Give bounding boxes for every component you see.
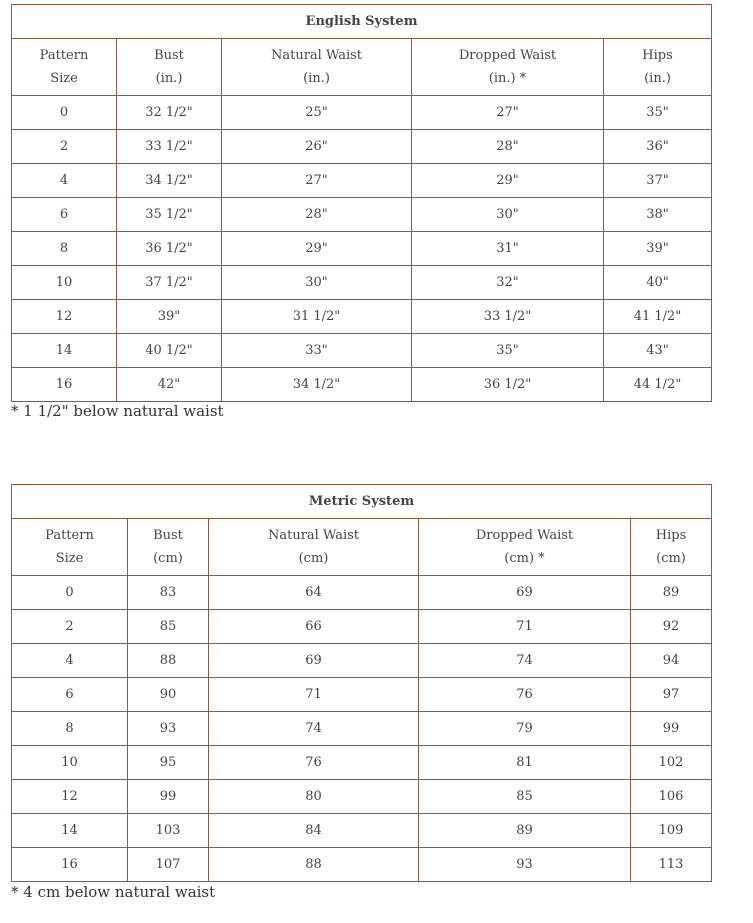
table-row [12,848,712,882]
cell-hips: 37" [604,164,712,198]
header-line: (in.) [644,71,671,86]
cell-bust: 99 [128,780,209,814]
cell-natural-waist: 66 [209,610,419,644]
cell-bust: 85 [128,610,209,644]
metric-table-title: Metric System [12,485,712,519]
header-line: Dropped Waist [458,48,557,63]
cell-natural-waist: 25" [222,96,412,130]
cell-pattern-size: 16 [12,848,128,882]
cell-bust: 93 [128,712,209,746]
cell-bust: 35 1/2" [117,198,222,232]
cell-dropped-waist: 89 [419,814,631,848]
cell-natural-waist: 74 [209,712,419,746]
table-row [12,610,712,644]
metric-size-table [11,484,712,882]
table-row [12,814,712,848]
cell-pattern-size: 10 [12,266,117,300]
header-dropped-waist [412,39,604,96]
header-line: Natural Waist [267,528,359,543]
table-row [12,198,712,232]
table-row [12,712,712,746]
cell-pattern-size: 8 [12,712,128,746]
cell-dropped-waist: 33 1/2" [412,300,604,334]
cell-bust: 33 1/2" [117,130,222,164]
cell-bust: 83 [128,576,209,610]
cell-natural-waist: 84 [209,814,419,848]
cell-dropped-waist: 85 [419,780,631,814]
table-row [12,130,712,164]
cell-pattern-size: 2 [12,130,117,164]
header-line: (in.) [303,71,330,86]
cell-hips: 109 [631,814,712,848]
cell-dropped-waist: 29" [412,164,604,198]
cell-hips: 38" [604,198,712,232]
cell-dropped-waist: 93 [419,848,631,882]
header-line: (cm) [656,551,686,566]
cell-bust: 90 [128,678,209,712]
cell-dropped-waist: 69 [419,576,631,610]
cell-dropped-waist: 32" [412,266,604,300]
cell-natural-waist: 27" [222,164,412,198]
table-row [12,368,712,402]
cell-dropped-waist: 31" [412,232,604,266]
table-row [12,96,712,130]
english-table-body [12,5,712,402]
cell-pattern-size: 6 [12,198,117,232]
cell-pattern-size: 0 [12,96,117,130]
header-line: Pattern [39,48,89,63]
table-row [12,746,712,780]
cell-natural-waist: 28" [222,198,412,232]
cell-dropped-waist: 35" [412,334,604,368]
table-row [12,164,712,198]
header-bust [128,519,209,576]
english-table-title: English System [12,5,712,39]
cell-hips: 41 1/2" [604,300,712,334]
metric-table-body [12,485,712,882]
header-line: (in.) * [488,71,527,86]
cell-hips: 43" [604,334,712,368]
cell-bust: 39" [117,300,222,334]
cell-hips: 113 [631,848,712,882]
header-line: Bust [153,528,183,543]
cell-hips: 92 [631,610,712,644]
cell-pattern-size: 10 [12,746,128,780]
header-natural-waist [209,519,419,576]
cell-hips: 35" [604,96,712,130]
header-line: Dropped Waist [475,528,574,543]
cell-bust: 34 1/2" [117,164,222,198]
cell-pattern-size: 14 [12,814,128,848]
table-row [12,576,712,610]
header-hips [604,39,712,96]
cell-natural-waist: 80 [209,780,419,814]
cell-pattern-size: 4 [12,164,117,198]
cell-natural-waist: 71 [209,678,419,712]
cell-bust: 37 1/2" [117,266,222,300]
cell-bust: 36 1/2" [117,232,222,266]
cell-hips: 94 [631,644,712,678]
cell-dropped-waist: 76 [419,678,631,712]
header-natural-waist [222,39,412,96]
cell-hips: 40" [604,266,712,300]
header-line: Bust [154,48,184,63]
cell-hips: 44 1/2" [604,368,712,402]
header-line: Size [55,551,84,566]
cell-hips: 99 [631,712,712,746]
table-row [12,334,712,368]
cell-hips: 97 [631,678,712,712]
header-line: Pattern [45,528,94,543]
cell-dropped-waist: 28" [412,130,604,164]
english-title-row [12,5,712,39]
table-row [12,644,712,678]
cell-hips: 106 [631,780,712,814]
english-footnote: * 1 1/2" below natural waist [11,402,224,420]
table-row [12,232,712,266]
cell-pattern-size: 4 [12,644,128,678]
table-row [12,266,712,300]
header-pattern-size [12,39,117,96]
table-row [12,300,712,334]
cell-pattern-size: 0 [12,576,128,610]
cell-dropped-waist: 79 [419,712,631,746]
header-dropped-waist [419,519,631,576]
header-line: (cm) * [504,551,545,566]
header-line: (cm) [298,551,329,566]
cell-natural-waist: 29" [222,232,412,266]
cell-natural-waist: 30" [222,266,412,300]
cell-bust: 103 [128,814,209,848]
metric-footnote: * 4 cm below natural waist [11,883,216,901]
cell-natural-waist: 76 [209,746,419,780]
header-pattern-size [12,519,128,576]
cell-natural-waist: 33" [222,334,412,368]
cell-natural-waist: 31 1/2" [222,300,412,334]
metric-header-row [12,519,712,576]
header-hips [631,519,712,576]
cell-bust: 107 [128,848,209,882]
cell-dropped-waist: 81 [419,746,631,780]
header-line: (cm) [153,551,183,566]
cell-natural-waist: 64 [209,576,419,610]
cell-natural-waist: 88 [209,848,419,882]
header-line: Natural Waist [270,48,362,63]
table-row [12,780,712,814]
cell-bust: 42" [117,368,222,402]
cell-hips: 89 [631,576,712,610]
cell-bust: 95 [128,746,209,780]
header-line: Size [50,71,78,86]
cell-pattern-size: 8 [12,232,117,266]
cell-pattern-size: 6 [12,678,128,712]
english-size-table [11,4,712,402]
cell-dropped-waist: 36 1/2" [412,368,604,402]
cell-natural-waist: 26" [222,130,412,164]
header-bust [117,39,222,96]
cell-dropped-waist: 71 [419,610,631,644]
cell-natural-waist: 69 [209,644,419,678]
table-row [12,678,712,712]
cell-pattern-size: 12 [12,300,117,334]
cell-hips: 39" [604,232,712,266]
cell-hips: 102 [631,746,712,780]
cell-pattern-size: 12 [12,780,128,814]
cell-bust: 40 1/2" [117,334,222,368]
header-line: Hips [655,528,687,543]
cell-dropped-waist: 27" [412,96,604,130]
metric-title-row [12,485,712,519]
english-header-row [12,39,712,96]
cell-hips: 36" [604,130,712,164]
cell-bust: 88 [128,644,209,678]
cell-dropped-waist: 74 [419,644,631,678]
header-line: Hips [642,48,673,63]
header-line: (in.) [155,71,183,86]
cell-pattern-size: 2 [12,610,128,644]
cell-pattern-size: 14 [12,334,117,368]
cell-dropped-waist: 30" [412,198,604,232]
cell-natural-waist: 34 1/2" [222,368,412,402]
cell-pattern-size: 16 [12,368,117,402]
cell-bust: 32 1/2" [117,96,222,130]
